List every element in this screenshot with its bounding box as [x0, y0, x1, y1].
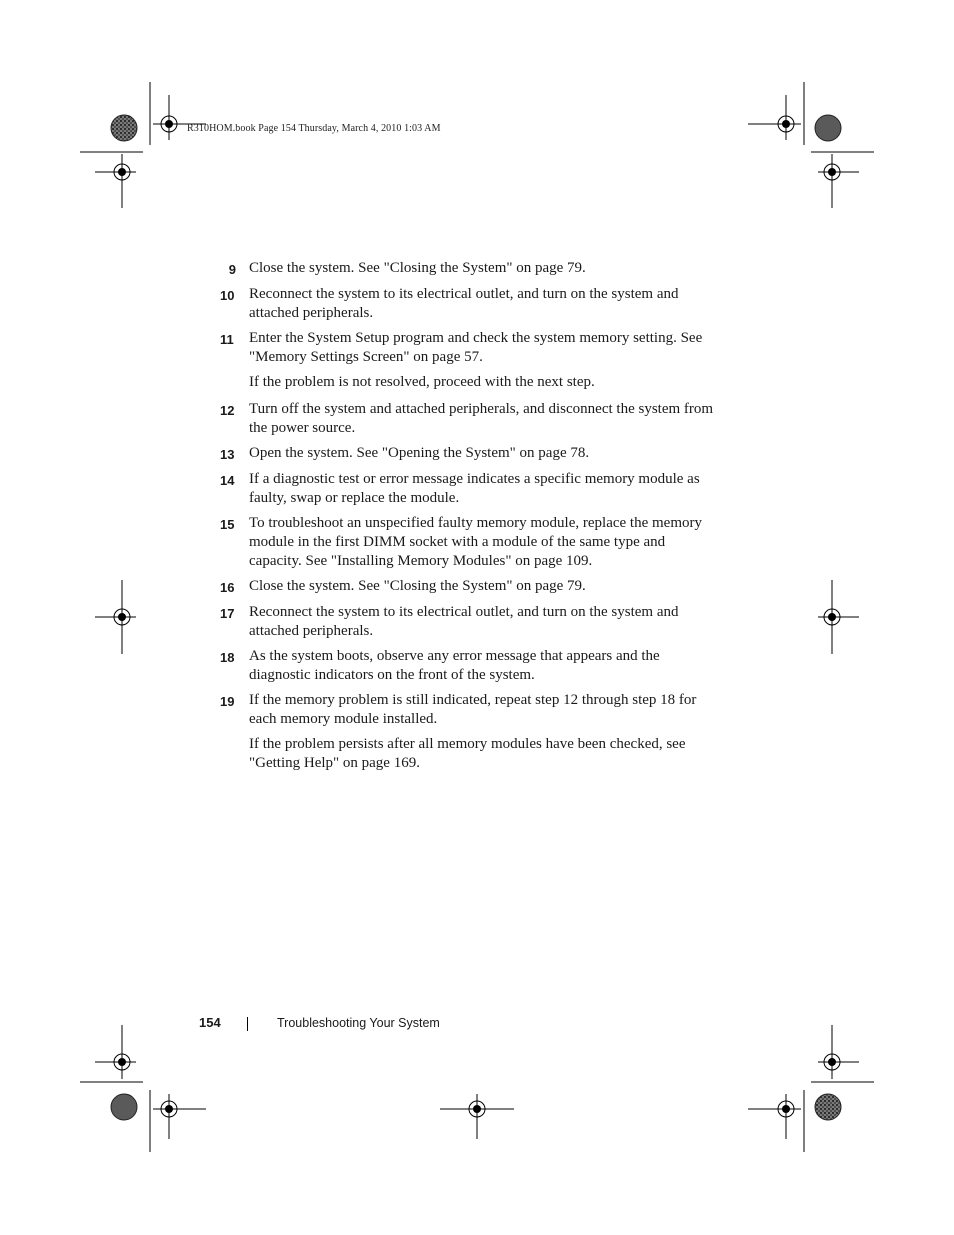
step-text: To troubleshoot an unspecified faulty memory module, replace the memory module in the first DIMM socket with a module of the same type and capacity. See "Installing Memory Modules" on page 109.	[249, 515, 702, 569]
list-item	[220, 647, 720, 685]
list-item	[220, 259, 720, 279]
step-text: As the system boots, observe any error message that appears and the diagnostic indicators on the front of the system.	[249, 648, 660, 683]
step-list	[220, 259, 720, 781]
list-item	[220, 577, 720, 597]
step-text: Open the system. See "Opening the System" on page 78.	[249, 445, 590, 461]
list-item	[220, 329, 720, 367]
list-item	[220, 603, 720, 641]
step-text: Close the system. See "Closing the System" on page 79.	[249, 260, 586, 276]
step-text: Reconnect the system to its electrical outlet, and turn on the system and attached peripherals.	[249, 604, 679, 639]
step-text: Turn off the system and attached peripherals, and disconnect the system from the power source.	[249, 401, 714, 436]
list-item	[220, 691, 720, 729]
step-number: 10	[220, 288, 235, 303]
step-text: Reconnect the system to its electrical outlet, and turn on the system and attached peripherals.	[249, 286, 679, 321]
step-number: 17	[220, 606, 235, 621]
list-item	[220, 514, 720, 571]
section-title: Troubleshooting Your System	[277, 1016, 440, 1030]
step-number: 19	[220, 694, 235, 709]
step-text: Enter the System Setup program and check the system memory setting. See "Memory Settings Screen" on page 57.	[249, 330, 703, 365]
step-text: Close the system. See "Closing the System" on page 79.	[249, 578, 586, 594]
print-info-header: R310HOM.book Page 154 Thursday, March 4, 2010 1:03 AM	[187, 123, 441, 134]
list-item	[220, 470, 720, 508]
list-item	[220, 444, 720, 464]
list-item	[220, 400, 720, 438]
step-number: 14	[220, 473, 235, 488]
step-number: 9	[228, 262, 236, 277]
note-paragraph: If the problem is not resolved, proceed with the next step.	[249, 374, 595, 390]
step-text: If the memory problem is still indicated, repeat step 12 through step 18 for each memory module installed.	[249, 692, 697, 727]
step-number: 11	[220, 332, 234, 347]
step-number: 18	[220, 650, 235, 665]
step-number: 15	[220, 517, 235, 532]
list-item	[220, 285, 720, 323]
page-number: 154	[199, 1015, 221, 1030]
note-paragraph: If the problem persists after all memory modules have been checked, see "Getting Help" on page 169.	[249, 736, 686, 771]
step-number: 16	[220, 580, 235, 595]
step-number: 12	[220, 403, 235, 418]
step-number: 13	[220, 447, 235, 462]
footer-divider	[247, 1017, 248, 1031]
step-text: If a diagnostic test or error message indicates a specific memory module as faulty, swap or replace the module.	[249, 471, 700, 506]
